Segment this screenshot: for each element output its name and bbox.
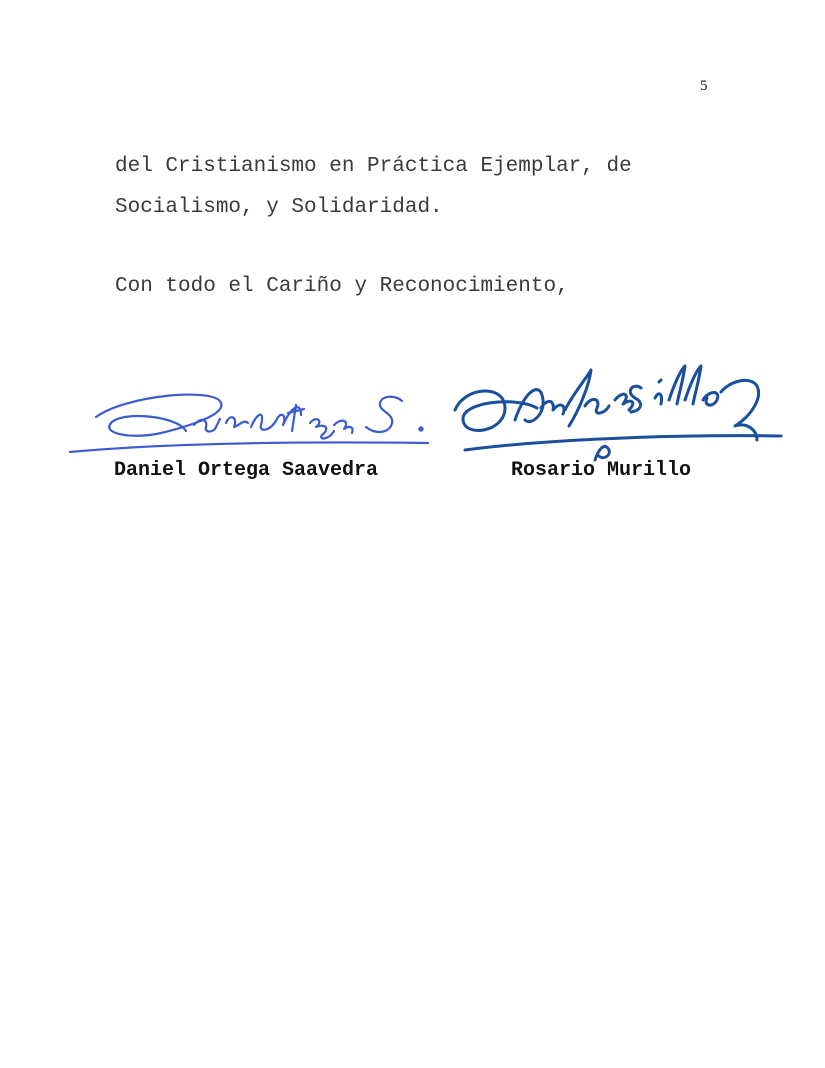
ortega-signature — [66, 385, 436, 465]
page-number: 5 — [700, 78, 708, 94]
signatory-name-ortega: Daniel Ortega Saavedra — [114, 459, 379, 482]
paragraph-line: Socialismo, y Solidaridad. — [115, 196, 443, 219]
closing-line: Con todo el Cariño y Reconocimiento, — [115, 275, 569, 298]
body-paragraph — [115, 146, 735, 228]
paragraph-line: del Cristianismo en Práctica Ejemplar, de — [115, 155, 632, 178]
signatory-name-murillo: Rosario Murillo — [511, 459, 692, 482]
